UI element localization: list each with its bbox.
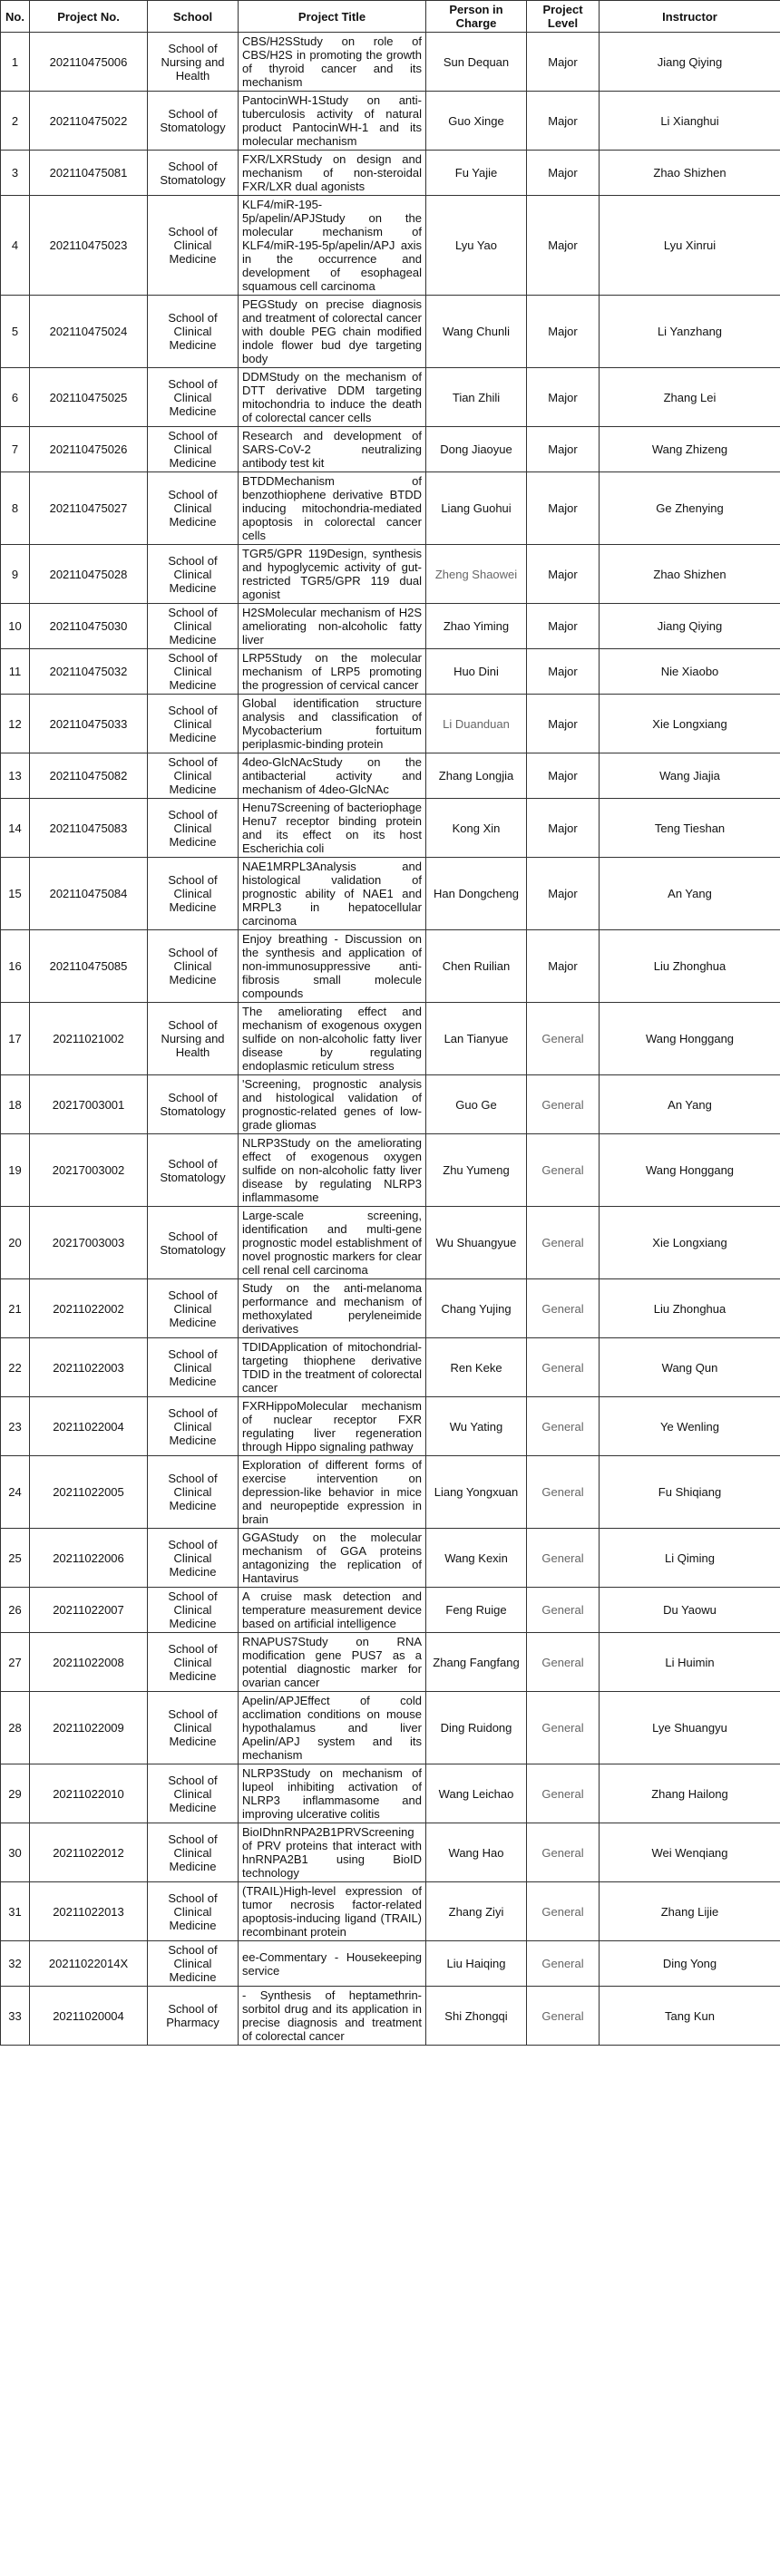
cell-school: School of Nursing and Health [148, 33, 239, 92]
cell-instructor: Ge Zhenying [600, 472, 780, 545]
table-row [1, 1823, 780, 1882]
cell-instructor: Wang Honggang [600, 1003, 780, 1075]
cell-no: 6 [1, 368, 30, 427]
table-row [1, 1588, 780, 1633]
cell-project-title: Global identification structure analysis and classification of Mycobacterium fortuitum periplasmic-binding protein [239, 695, 426, 753]
table-row [1, 858, 780, 930]
header-project-title: Project Title [239, 1, 426, 33]
cell-person-in-charge: Wu Shuangyue [426, 1207, 527, 1279]
cell-no: 24 [1, 1456, 30, 1529]
cell-project-title: Exploration of different forms of exercise intervention on depression-like behavior in mice and neuropeptide expression in brain [239, 1456, 426, 1529]
table-row [1, 296, 780, 368]
cell-project-level: General [527, 1529, 600, 1588]
cell-no: 26 [1, 1588, 30, 1633]
cell-school: School of Clinical Medicine [148, 1397, 239, 1456]
cell-school: School of Clinical Medicine [148, 799, 239, 858]
cell-project-title: PEGStudy on precise diagnosis and treatment of colorectal cancer with double PEG chain modified indole flower bud dye targeting body [239, 296, 426, 368]
cell-no: 29 [1, 1764, 30, 1823]
cell-no: 30 [1, 1823, 30, 1882]
table-row [1, 1633, 780, 1692]
cell-project-no: 20211022003 [30, 1338, 148, 1397]
cell-person-in-charge: Wang Chunli [426, 296, 527, 368]
table-row [1, 427, 780, 472]
cell-person-in-charge: Kong Xin [426, 799, 527, 858]
cell-instructor: An Yang [600, 858, 780, 930]
cell-project-no: 202110475081 [30, 151, 148, 196]
table-row [1, 930, 780, 1003]
cell-project-no: 202110475032 [30, 649, 148, 695]
cell-no: 20 [1, 1207, 30, 1279]
cell-project-title: (TRAIL)High-level expression of tumor necrosis factor-related apoptosis-inducing ligand (TRAIL) recombinant protein [239, 1882, 426, 1941]
cell-no: 15 [1, 858, 30, 930]
cell-project-no: 20211022014X [30, 1941, 148, 1987]
cell-project-no: 202110475022 [30, 92, 148, 151]
cell-school: School of Clinical Medicine [148, 604, 239, 649]
table-row [1, 649, 780, 695]
cell-person-in-charge: Ren Keke [426, 1338, 527, 1397]
cell-project-no: 20211022012 [30, 1823, 148, 1882]
table-row [1, 1075, 780, 1134]
cell-person-in-charge: Feng Ruige [426, 1588, 527, 1633]
table-row [1, 1941, 780, 1987]
cell-project-level: Major [527, 799, 600, 858]
cell-instructor: Zhang Lei [600, 368, 780, 427]
cell-project-title: The ameliorating effect and mechanism of exogenous oxygen sulfide on non-alcoholic fatty liver disease by regulating endoplasmic reticulum stress [239, 1003, 426, 1075]
cell-project-title: Study on the anti-melanoma performance and mechanism of methoxylated peryleneimide derivatives [239, 1279, 426, 1338]
cell-person-in-charge: Shi Zhongqi [426, 1987, 527, 2046]
cell-school: School of Stomatology [148, 1075, 239, 1134]
cell-project-level: General [527, 1279, 600, 1338]
cell-project-no: 202110475030 [30, 604, 148, 649]
cell-no: 32 [1, 1941, 30, 1987]
cell-project-level: General [527, 1338, 600, 1397]
header-school: School [148, 1, 239, 33]
header-person-in-charge: Person in Charge [426, 1, 527, 33]
cell-project-no: 202110475006 [30, 33, 148, 92]
table-row [1, 151, 780, 196]
cell-no: 7 [1, 427, 30, 472]
cell-person-in-charge: Huo Dini [426, 649, 527, 695]
cell-project-no: 20217003001 [30, 1075, 148, 1134]
cell-instructor: Wei Wenqiang [600, 1823, 780, 1882]
table-row [1, 1207, 780, 1279]
cell-school: School of Clinical Medicine [148, 753, 239, 799]
table-row [1, 1279, 780, 1338]
cell-no: 16 [1, 930, 30, 1003]
cell-project-title: TGR5/GPR 119Design, synthesis and hypoglycemic activity of gut-restricted TGR5/GPR 119 dual agonist [239, 545, 426, 604]
cell-project-level: General [527, 1764, 600, 1823]
cell-person-in-charge: Zhang Ziyi [426, 1882, 527, 1941]
cell-project-level: General [527, 1397, 600, 1456]
cell-school: School of Clinical Medicine [148, 427, 239, 472]
cell-project-level: Major [527, 753, 600, 799]
cell-project-level: Major [527, 427, 600, 472]
table-row [1, 92, 780, 151]
table-row [1, 1338, 780, 1397]
table-row [1, 1003, 780, 1075]
cell-school: School of Clinical Medicine [148, 649, 239, 695]
cell-project-title: Large-scale screening, identification and multi-gene prognostic model establishment of novel prognostic markers for clear cell renal cell carcinoma [239, 1207, 426, 1279]
cell-project-title: BTDDMechanism of benzothiophene derivative BTDD inducing mitochondria-mediated apoptosis in colorectal cancer cells [239, 472, 426, 545]
cell-person-in-charge: Liu Haiqing [426, 1941, 527, 1987]
cell-project-title: NLRP3Study on the ameliorating effect of exogenous oxygen sulfide on non-alcoholic fatty liver disease by regulating NLRP3 inflammasome [239, 1134, 426, 1207]
cell-project-title: DDMStudy on the mechanism of DTT derivative DDM targeting mitochondria to induce the death of colorectal cancer cells [239, 368, 426, 427]
cell-no: 5 [1, 296, 30, 368]
cell-project-no: 202110475082 [30, 753, 148, 799]
cell-project-title: PantocinWH-1Study on anti-tuberculosis activity of natural product PantocinWH-1 and its molecular mechanism [239, 92, 426, 151]
cell-project-no: 202110475083 [30, 799, 148, 858]
cell-project-title: GGAStudy on the molecular mechanism of GGA proteins antagonizing the replication of Hantavirus [239, 1529, 426, 1588]
cell-no: 13 [1, 753, 30, 799]
cell-instructor: Li Qiming [600, 1529, 780, 1588]
table-row [1, 604, 780, 649]
cell-project-level: General [527, 1987, 600, 2046]
cell-school: School of Clinical Medicine [148, 545, 239, 604]
cell-project-level: Major [527, 930, 600, 1003]
cell-instructor: Zhao Shizhen [600, 151, 780, 196]
table-row [1, 1987, 780, 2046]
cell-instructor: Lyu Xinrui [600, 196, 780, 296]
cell-school: School of Clinical Medicine [148, 1338, 239, 1397]
table-row [1, 472, 780, 545]
cell-person-in-charge: Zhang Longjia [426, 753, 527, 799]
table-row [1, 1692, 780, 1764]
cell-project-no: 20211022010 [30, 1764, 148, 1823]
cell-no: 22 [1, 1338, 30, 1397]
cell-person-in-charge: Li Duanduan [426, 695, 527, 753]
cell-instructor: Liu Zhonghua [600, 930, 780, 1003]
cell-instructor: Jiang Qiying [600, 33, 780, 92]
cell-no: 28 [1, 1692, 30, 1764]
header-no: No. [1, 1, 30, 33]
cell-project-title: RNAPUS7Study on RNA modification gene PUS7 as a potential diagnostic marker for ovarian cancer [239, 1633, 426, 1692]
table-row [1, 545, 780, 604]
cell-school: School of Clinical Medicine [148, 1633, 239, 1692]
cell-no: 14 [1, 799, 30, 858]
cell-project-title: 'Screening, prognostic analysis and histological validation of prognostic-related genes of low-grade gliomas [239, 1075, 426, 1134]
cell-project-no: 20211022007 [30, 1588, 148, 1633]
cell-no: 27 [1, 1633, 30, 1692]
table-row [1, 1134, 780, 1207]
header-project-no: Project No. [30, 1, 148, 33]
cell-no: 8 [1, 472, 30, 545]
cell-school: School of Stomatology [148, 92, 239, 151]
cell-project-level: Major [527, 92, 600, 151]
cell-instructor: Zhang Hailong [600, 1764, 780, 1823]
cell-instructor: Ye Wenling [600, 1397, 780, 1456]
cell-project-level: General [527, 1882, 600, 1941]
cell-no: 18 [1, 1075, 30, 1134]
cell-instructor: Li Xianghui [600, 92, 780, 151]
table-row [1, 753, 780, 799]
cell-project-level: General [527, 1134, 600, 1207]
cell-instructor: Tang Kun [600, 1987, 780, 2046]
table-row [1, 368, 780, 427]
cell-no: 31 [1, 1882, 30, 1941]
cell-no: 4 [1, 196, 30, 296]
cell-school: School of Clinical Medicine [148, 695, 239, 753]
cell-person-in-charge: Chen Ruilian [426, 930, 527, 1003]
cell-person-in-charge: Guo Xinge [426, 92, 527, 151]
cell-project-no: 20211020004 [30, 1987, 148, 2046]
cell-instructor: Xie Longxiang [600, 1207, 780, 1279]
cell-project-title: A cruise mask detection and temperature measurement device based on artificial intelligence [239, 1588, 426, 1633]
table-row [1, 1882, 780, 1941]
cell-project-no: 20211022005 [30, 1456, 148, 1529]
cell-school: School of Clinical Medicine [148, 296, 239, 368]
cell-project-title: - Synthesis of heptamethrin-sorbitol drug and its application in precise diagnosis and treatment of colorectal cancer [239, 1987, 426, 2046]
cell-person-in-charge: Liang Guohui [426, 472, 527, 545]
cell-school: School of Clinical Medicine [148, 858, 239, 930]
cell-project-no: 20211022009 [30, 1692, 148, 1764]
table-row [1, 799, 780, 858]
cell-no: 2 [1, 92, 30, 151]
cell-no: 19 [1, 1134, 30, 1207]
table-row [1, 695, 780, 753]
cell-instructor: Teng Tieshan [600, 799, 780, 858]
cell-person-in-charge: Dong Jiaoyue [426, 427, 527, 472]
cell-project-level: Major [527, 858, 600, 930]
cell-school: School of Clinical Medicine [148, 1588, 239, 1633]
cell-project-no: 202110475033 [30, 695, 148, 753]
cell-project-level: Major [527, 545, 600, 604]
cell-school: School of Clinical Medicine [148, 1882, 239, 1941]
cell-instructor: Wang Zhizeng [600, 427, 780, 472]
table-row [1, 1397, 780, 1456]
cell-school: School of Nursing and Health [148, 1003, 239, 1075]
cell-instructor: Li Yanzhang [600, 296, 780, 368]
cell-school: School of Clinical Medicine [148, 1823, 239, 1882]
cell-instructor: Zhao Shizhen [600, 545, 780, 604]
cell-project-level: Major [527, 196, 600, 296]
cell-project-title: NLRP3Study on mechanism of lupeol inhibiting activation of NLRP3 inflammasome and improving ulcerative colitis [239, 1764, 426, 1823]
table-row [1, 1456, 780, 1529]
cell-project-title: Apelin/APJEffect of cold acclimation conditions on mouse hypothalamus and liver Apelin/APJ system and its mechanism [239, 1692, 426, 1764]
cell-person-in-charge: Zhu Yumeng [426, 1134, 527, 1207]
cell-project-no: 20211022002 [30, 1279, 148, 1338]
cell-person-in-charge: Fu Yajie [426, 151, 527, 196]
cell-project-level: General [527, 1003, 600, 1075]
cell-school: School of Stomatology [148, 1207, 239, 1279]
cell-instructor: Liu Zhonghua [600, 1279, 780, 1338]
cell-project-title: ee-Commentary - Housekeeping service [239, 1941, 426, 1987]
cell-instructor: Du Yaowu [600, 1588, 780, 1633]
cell-person-in-charge: Wu Yating [426, 1397, 527, 1456]
cell-no: 17 [1, 1003, 30, 1075]
cell-instructor: Jiang Qiying [600, 604, 780, 649]
cell-project-level: Major [527, 151, 600, 196]
table-row [1, 33, 780, 92]
cell-person-in-charge: Wang Hao [426, 1823, 527, 1882]
cell-project-no: 20211022008 [30, 1633, 148, 1692]
cell-school: School of Clinical Medicine [148, 1941, 239, 1987]
cell-school: School of Clinical Medicine [148, 1764, 239, 1823]
cell-project-title: KLF4/miR-195-5p/apelin/APJStudy on the molecular mechanism of KLF4/miR-195-5p/apelin/APJ axis in the occurrence and development of esophageal squamous cell carcinoma [239, 196, 426, 296]
cell-project-title: FXR/LXRStudy on design and mechanism of non-steroidal FXR/LXR dual agonists [239, 151, 426, 196]
cell-project-level: Major [527, 695, 600, 753]
cell-person-in-charge: Zhang Fangfang [426, 1633, 527, 1692]
cell-person-in-charge: Zheng Shaowei [426, 545, 527, 604]
cell-school: School of Stomatology [148, 1134, 239, 1207]
cell-project-no: 20217003003 [30, 1207, 148, 1279]
cell-instructor: Li Huimin [600, 1633, 780, 1692]
cell-school: School of Clinical Medicine [148, 1456, 239, 1529]
cell-project-level: General [527, 1456, 600, 1529]
cell-person-in-charge: Wang Leichao [426, 1764, 527, 1823]
cell-person-in-charge: Lan Tianyue [426, 1003, 527, 1075]
cell-project-title: BioIDhnRNPA2B1PRVScreening of PRV proteins that interact with hnRNPA2B1 using BioID technology [239, 1823, 426, 1882]
cell-no: 23 [1, 1397, 30, 1456]
cell-project-no: 20211022004 [30, 1397, 148, 1456]
cell-project-no: 202110475085 [30, 930, 148, 1003]
cell-project-title: TDIDApplication of mitochondrial-targeting thiophene derivative TDID in the treatment of colorectal cancer [239, 1338, 426, 1397]
cell-school: School of Clinical Medicine [148, 196, 239, 296]
header-instructor: Instructor [600, 1, 780, 33]
cell-person-in-charge: Lyu Yao [426, 196, 527, 296]
cell-instructor: Ding Yong [600, 1941, 780, 1987]
cell-person-in-charge: Ding Ruidong [426, 1692, 527, 1764]
cell-instructor: An Yang [600, 1075, 780, 1134]
table-row [1, 1529, 780, 1588]
cell-school: School of Clinical Medicine [148, 1529, 239, 1588]
cell-person-in-charge: Liang Yongxuan [426, 1456, 527, 1529]
cell-project-title: FXRHippoMolecular mechanism of nuclear receptor FXR regulating liver regeneration through Hippo signaling pathway [239, 1397, 426, 1456]
cell-instructor: Lye Shuangyu [600, 1692, 780, 1764]
cell-school: School of Clinical Medicine [148, 368, 239, 427]
cell-school: School of Stomatology [148, 151, 239, 196]
cell-project-level: General [527, 1941, 600, 1987]
cell-project-no: 202110475027 [30, 472, 148, 545]
cell-school: School of Clinical Medicine [148, 1279, 239, 1338]
cell-instructor: Nie Xiaobo [600, 649, 780, 695]
cell-project-title: 4deo-GlcNAcStudy on the antibacterial activity and mechanism of 4deo-GlcNAc [239, 753, 426, 799]
cell-no: 11 [1, 649, 30, 695]
cell-no: 21 [1, 1279, 30, 1338]
cell-project-no: 202110475028 [30, 545, 148, 604]
cell-project-level: Major [527, 368, 600, 427]
cell-project-title: H2SMolecular mechanism of H2S ameliorating non-alcoholic fatty liver [239, 604, 426, 649]
cell-person-in-charge: Han Dongcheng [426, 858, 527, 930]
cell-no: 3 [1, 151, 30, 196]
cell-no: 9 [1, 545, 30, 604]
cell-person-in-charge: Wang Kexin [426, 1529, 527, 1588]
cell-instructor: Wang Qun [600, 1338, 780, 1397]
cell-no: 25 [1, 1529, 30, 1588]
cell-instructor: Wang Jiajia [600, 753, 780, 799]
cell-school: School of Clinical Medicine [148, 930, 239, 1003]
cell-person-in-charge: Zhao Yiming [426, 604, 527, 649]
cell-project-title: LRP5Study on the molecular mechanism of LRP5 promoting the progression of cervical cancer [239, 649, 426, 695]
table-row [1, 1764, 780, 1823]
cell-instructor: Xie Longxiang [600, 695, 780, 753]
cell-project-level: General [527, 1588, 600, 1633]
cell-project-level: Major [527, 296, 600, 368]
cell-person-in-charge: Chang Yujing [426, 1279, 527, 1338]
cell-project-level: Major [527, 649, 600, 695]
cell-person-in-charge: Sun Dequan [426, 33, 527, 92]
cell-school: School of Clinical Medicine [148, 472, 239, 545]
cell-project-no: 20211022006 [30, 1529, 148, 1588]
cell-project-level: Major [527, 472, 600, 545]
cell-person-in-charge: Guo Ge [426, 1075, 527, 1134]
cell-project-level: Major [527, 33, 600, 92]
cell-school: School of Clinical Medicine [148, 1692, 239, 1764]
cell-project-level: General [527, 1075, 600, 1134]
cell-project-title: NAE1MRPL3Analysis and histological validation of prognostic ability of NAE1 and MRPL3 in hepatocellular carcinoma [239, 858, 426, 930]
cell-project-no: 20211022013 [30, 1882, 148, 1941]
cell-project-no: 202110475084 [30, 858, 148, 930]
cell-no: 12 [1, 695, 30, 753]
cell-instructor: Zhang Lijie [600, 1882, 780, 1941]
cell-project-title: Henu7Screening of bacteriophage Henu7 receptor binding protein and its effect on its host Escherichia coli [239, 799, 426, 858]
cell-project-level: Major [527, 604, 600, 649]
cell-project-no: 202110475025 [30, 368, 148, 427]
header-row [1, 1, 780, 33]
cell-project-title: CBS/H2SStudy on role of CBS/H2S in promoting the growth of thyroid cancer and its mechanism [239, 33, 426, 92]
cell-no: 1 [1, 33, 30, 92]
cell-project-level: General [527, 1633, 600, 1692]
header-project-level: Project Level [527, 1, 600, 33]
cell-project-level: General [527, 1823, 600, 1882]
cell-no: 33 [1, 1987, 30, 2046]
cell-project-title: Enjoy breathing - Discussion on the synthesis and application of non-immunosuppressive anti-fibrosis small molecule compounds [239, 930, 426, 1003]
cell-project-no: 202110475023 [30, 196, 148, 296]
cell-project-no: 20211021002 [30, 1003, 148, 1075]
cell-instructor: Fu Shiqiang [600, 1456, 780, 1529]
cell-project-no: 202110475024 [30, 296, 148, 368]
cell-project-title: Research and development of SARS-CoV-2 neutralizing antibody test kit [239, 427, 426, 472]
cell-no: 10 [1, 604, 30, 649]
cell-project-no: 202110475026 [30, 427, 148, 472]
cell-person-in-charge: Tian Zhili [426, 368, 527, 427]
table-row [1, 196, 780, 296]
cell-school: School of Pharmacy [148, 1987, 239, 2046]
cell-project-level: General [527, 1692, 600, 1764]
cell-instructor: Wang Honggang [600, 1134, 780, 1207]
cell-project-no: 20217003002 [30, 1134, 148, 1207]
cell-project-level: General [527, 1207, 600, 1279]
